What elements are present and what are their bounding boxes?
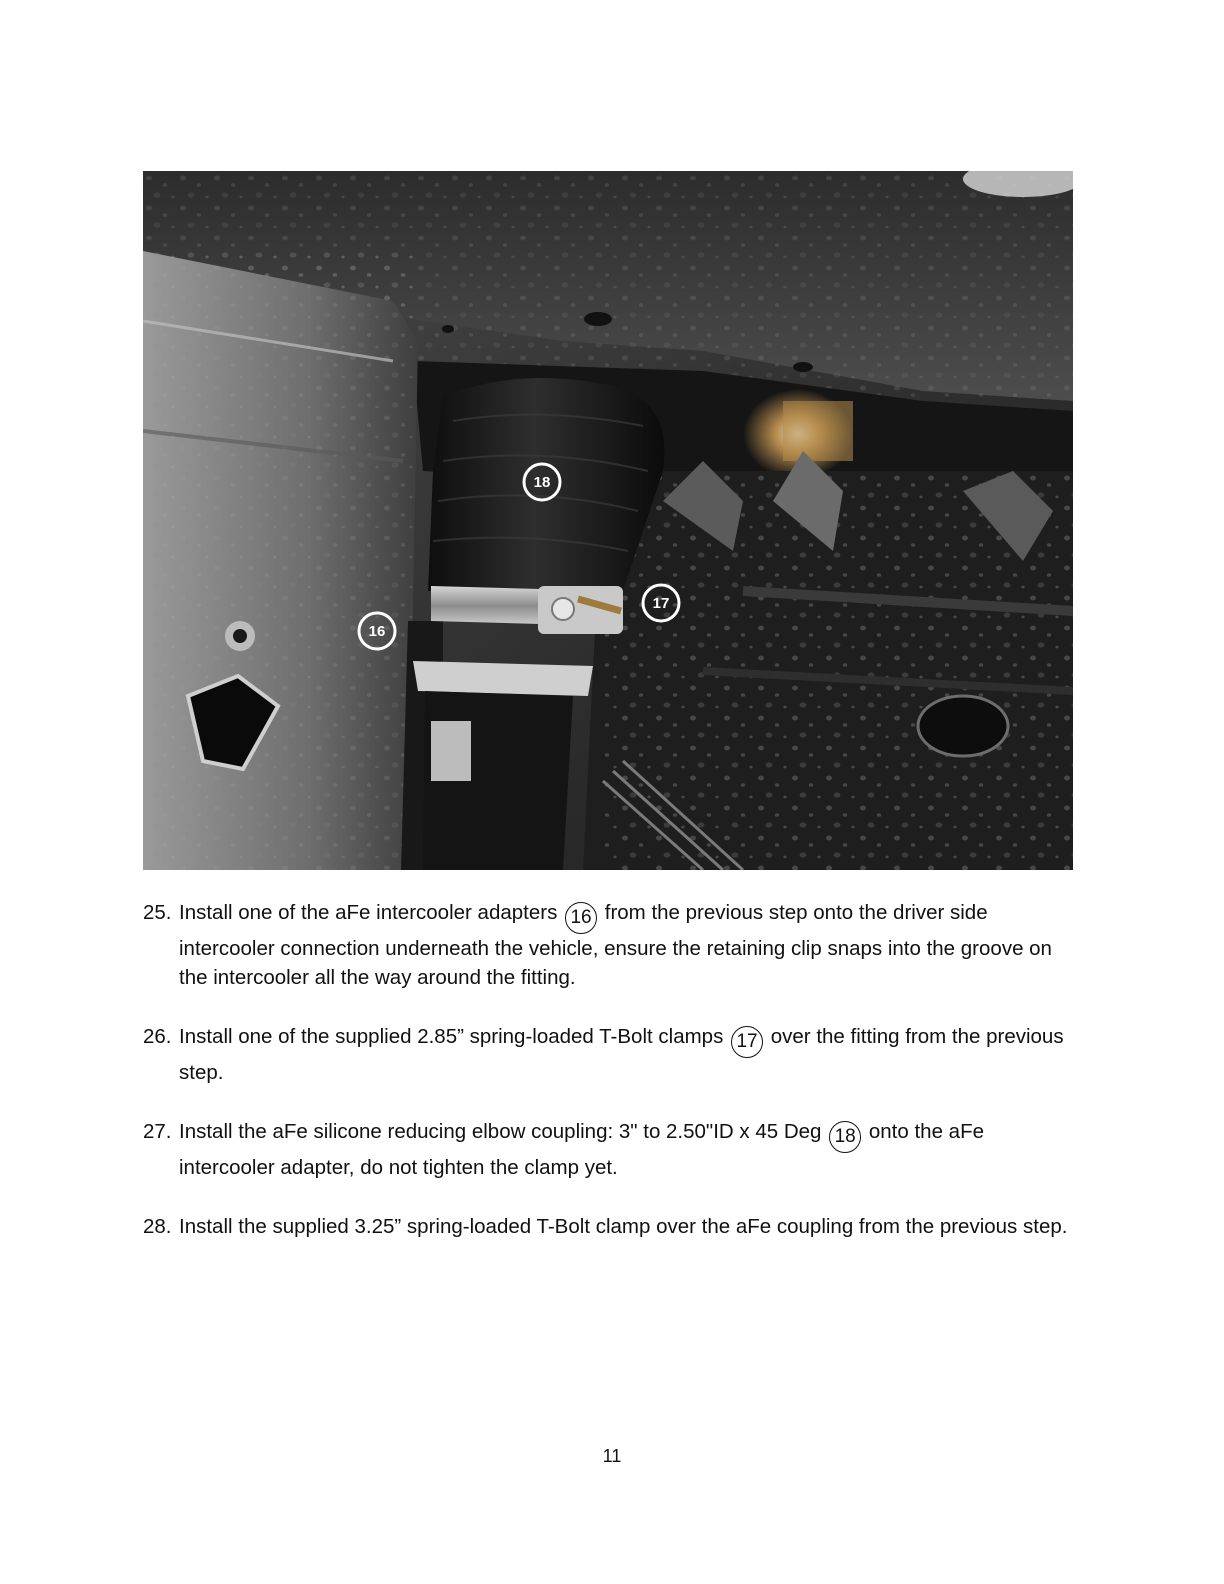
step-text: from the previous step onto the driver side intercooler connection underneath the vehicle, ensure the retaining clip snaps into the groove on the intercooler all the way around the fitting. <box>179 901 1052 989</box>
step-number: 26. <box>143 1025 172 1048</box>
step-text: Install one of the aFe intercooler adapters <box>179 901 558 924</box>
step-text: over the fitting from the previous step. <box>179 1025 1064 1084</box>
step-text: onto the aFe intercooler adapter, do not tighten the clamp yet. <box>179 1120 984 1179</box>
step-25 <box>143 898 1073 992</box>
part-reference-17: 17 <box>731 1026 763 1058</box>
step-text: Install one of the supplied 2.85” spring-loaded T-Bolt clamps <box>179 1025 724 1048</box>
step-27 <box>143 1117 1073 1182</box>
step-text: Install the aFe silicone reducing elbow coupling: 3" to 2.50"ID x 45 Deg <box>179 1120 822 1143</box>
installation-steps <box>143 898 1073 1271</box>
step-number: 25. <box>143 901 172 924</box>
step-number: 28. <box>143 1215 172 1238</box>
step-26 <box>143 1022 1073 1087</box>
part-reference-16: 16 <box>565 902 597 934</box>
svg-text:16: 16 <box>368 623 386 640</box>
step-number: 27. <box>143 1120 172 1143</box>
step-28 <box>143 1212 1073 1241</box>
svg-text:17: 17 <box>652 595 670 612</box>
installation-photo <box>143 171 1073 870</box>
svg-text:18: 18 <box>533 474 551 491</box>
part-reference-18: 18 <box>829 1121 861 1153</box>
page-number: 11 <box>602 1446 622 1466</box>
step-text: Install the supplied 3.25” spring-loaded T-Bolt clamp over the aFe coupling from the previous step. <box>179 1215 1068 1238</box>
